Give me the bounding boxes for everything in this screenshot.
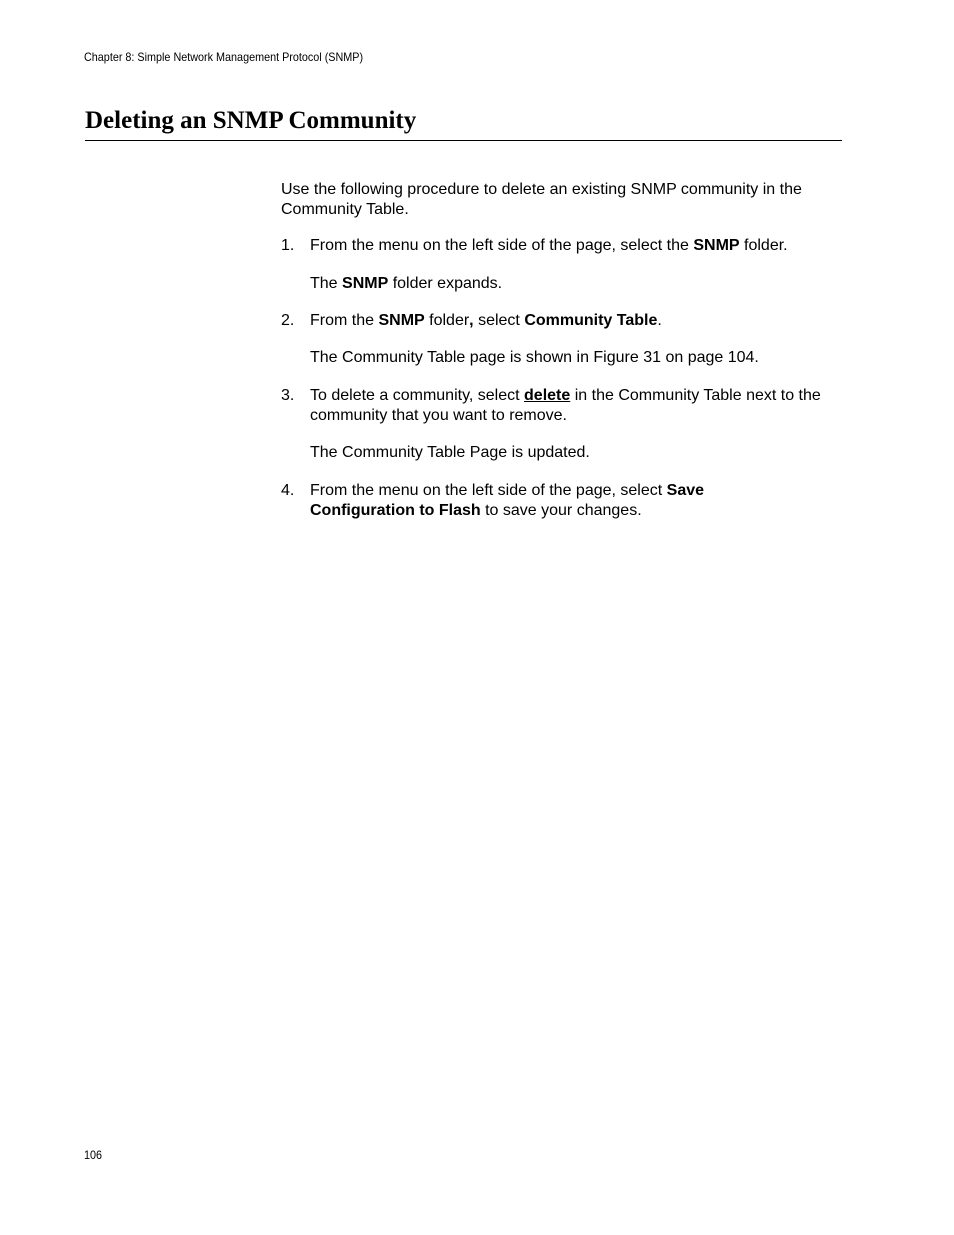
step-number: 3. [281, 387, 295, 404]
step-text [310, 311, 851, 331]
text-run: From the [310, 312, 379, 329]
menu-term: SNMP [342, 275, 389, 292]
text-run: From the menu on the left side of the page, select the [310, 237, 694, 254]
step-number: 1. [281, 237, 295, 254]
running-header: Chapter 8: Simple Network Management Protocol (SNMP) [84, 50, 364, 64]
text-run: to save your changes. [480, 502, 642, 519]
page-number: 106 [84, 1148, 103, 1162]
text-run: From the menu on the left side of the page, select [310, 482, 667, 499]
menu-term: SNMP [378, 312, 425, 329]
text-run: folder. [739, 237, 788, 254]
step-number: 4. [281, 482, 295, 499]
menu-term: Community Table [524, 312, 658, 329]
step-2 [281, 311, 851, 331]
menu-term: SNMP [693, 237, 740, 254]
step-2-result: The Community Table page is shown in Figure 31 on page 104. [310, 349, 759, 366]
text-run: folder expands. [388, 275, 503, 292]
intro-paragraph: Use the following procedure to delete an existing SNMP community in the Community Table. [281, 181, 802, 218]
step-text [310, 481, 750, 521]
text-run: To delete a community, select [310, 387, 525, 404]
step-1-result [310, 274, 850, 294]
text-run: folder [424, 312, 470, 329]
step-1 [281, 236, 851, 256]
delete-link: delete [524, 387, 571, 404]
step-3-result: The Community Table Page is updated. [310, 444, 590, 461]
punctuation: , [469, 312, 474, 329]
text-run: select [473, 312, 525, 329]
step-4 [281, 481, 851, 521]
title-rule [85, 140, 842, 141]
section-title: Deleting an SNMP Community [85, 107, 417, 134]
text-run: The [310, 275, 343, 292]
step-number: 2. [281, 312, 295, 329]
text-run: . [657, 312, 662, 329]
text-run: in the Community Table next to the community that you want to remove. [310, 387, 821, 424]
step-text [310, 386, 851, 426]
step-text [310, 236, 851, 256]
menu-term: Save Configuration to Flash [310, 482, 705, 519]
step-3 [281, 386, 851, 426]
